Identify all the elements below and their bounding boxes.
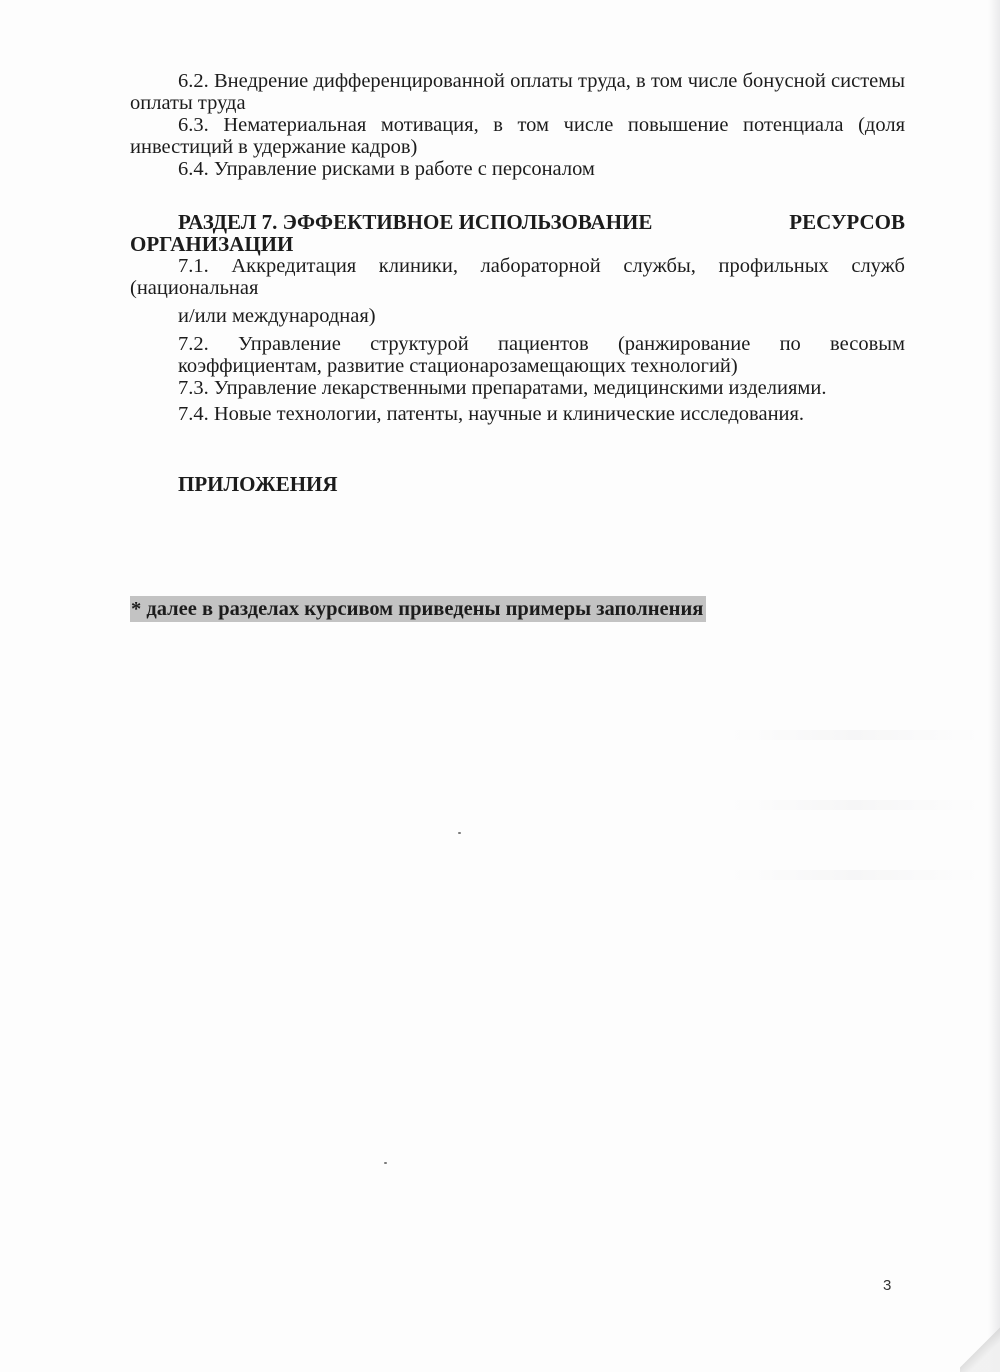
item-text: Управление рисками в работе с персоналом bbox=[213, 158, 595, 180]
item-text: Нематериальная мотивация, в том числе повышение потенциала (доля инвестиций в удержание кадров) bbox=[130, 114, 905, 158]
document-body bbox=[130, 70, 905, 495]
item-number: 6.3. bbox=[178, 114, 209, 136]
item-7-1-line3: и/или международная) bbox=[178, 305, 376, 327]
item-7-1-line1: 7.1. Аккредитация клиники, лабораторной службы, профильных служб bbox=[178, 255, 905, 277]
item-7-4: 7.4. Новые технологии, патенты, научные и клинические исследования. bbox=[178, 403, 805, 425]
scan-speck bbox=[384, 1162, 387, 1164]
scan-speck bbox=[458, 832, 461, 834]
show-through-mark bbox=[730, 800, 980, 810]
item-6-3 bbox=[130, 114, 905, 158]
section-7-heading-part1: РАЗДЕЛ 7. ЭФФЕКТИВНОЕ ИСПОЛЬЗОВАНИЕ bbox=[178, 210, 653, 234]
show-through-mark bbox=[730, 870, 980, 880]
page-number: 3 bbox=[883, 1277, 892, 1294]
highlighted-note: * далее в разделах курсивом приведены примеры заполнения bbox=[130, 596, 706, 622]
item-7-2-line2: коэффициентам, развитие стационарозамещающих технологий) bbox=[178, 355, 738, 377]
appendix-heading: ПРИЛОЖЕНИЯ bbox=[178, 472, 338, 496]
item-7-1-line2: (национальная bbox=[130, 277, 259, 299]
section-7-heading-part2: РЕСУРСОВ bbox=[789, 210, 905, 234]
item-number: 6.4. bbox=[178, 158, 209, 180]
item-text: Внедрение дифференцированной оплаты труда, в том числе бонусной системы оплаты труда bbox=[130, 70, 905, 114]
page-corner-curl bbox=[960, 1312, 1000, 1372]
section-7-heading-line2: ОРГАНИЗАЦИИ bbox=[130, 232, 294, 256]
section-7-heading-line1 bbox=[130, 211, 905, 233]
show-through-mark bbox=[730, 730, 980, 740]
item-7-2-line1: 7.2. Управление структурой пациентов (ранжирование по весовым bbox=[178, 333, 905, 355]
item-number: 6.2. bbox=[178, 70, 209, 92]
item-7-3: 7.3. Управление лекарственными препаратами, медицинскими изделиями. bbox=[178, 377, 827, 399]
item-6-4 bbox=[130, 158, 905, 180]
scan-edge-shadow bbox=[988, 0, 1000, 1372]
item-6-2 bbox=[130, 70, 905, 114]
section-7-heading bbox=[130, 211, 905, 255]
